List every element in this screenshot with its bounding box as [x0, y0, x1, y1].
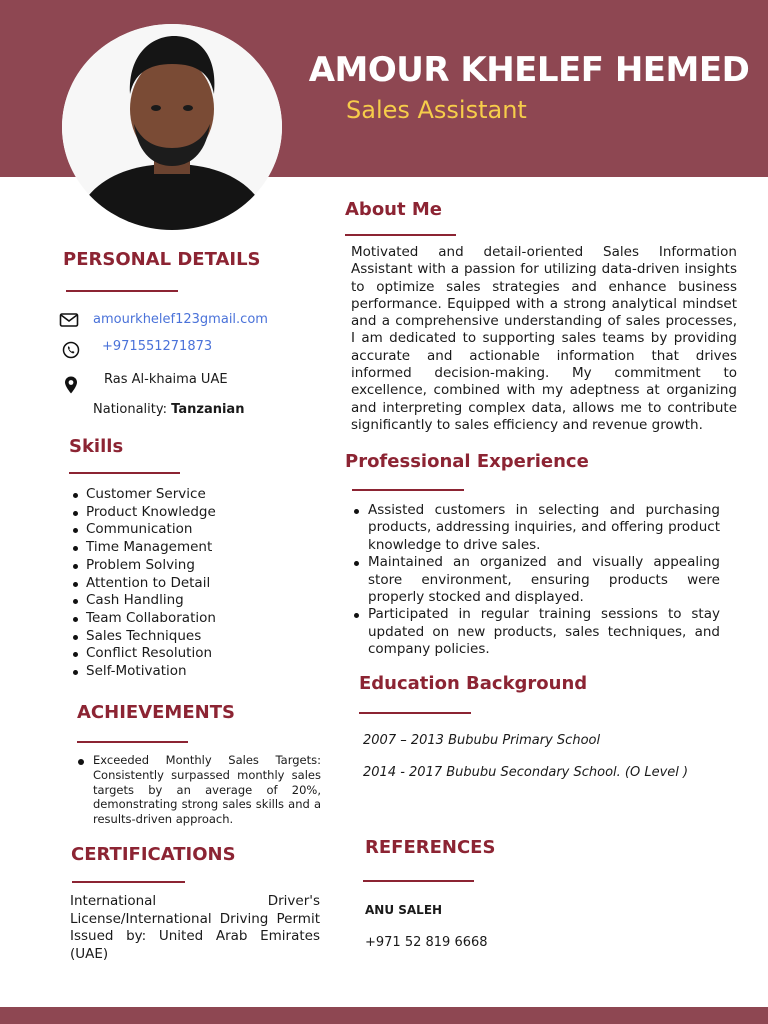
experience-rule	[352, 489, 464, 491]
education-item: 2014 - 2017 Bububu Secondary School. (O Level )	[363, 765, 689, 780]
references-rule	[363, 880, 474, 882]
nationality-line	[93, 402, 244, 417]
certifications-heading: CERTIFICATIONS	[71, 844, 236, 865]
list-item: Product Knowledge	[72, 504, 216, 522]
mail-icon	[59, 310, 79, 330]
achievement-bullet	[78, 759, 84, 765]
phone-icon	[61, 340, 81, 360]
education-heading: Education Background	[359, 673, 588, 694]
achievements-heading: ACHIEVEMENTS	[77, 702, 235, 723]
list-item: Attention to Detail	[72, 575, 216, 593]
candidate-name: AMOUR KHELEF HEMED	[308, 50, 750, 90]
list-item: Maintained an organized and visually appealing store environment, ensuring products were properly stocked and displayed.	[352, 554, 720, 606]
location-text: Ras Al-khaima UAE	[104, 372, 228, 387]
nationality-label: Nationality:	[93, 402, 168, 417]
reference-name: ANU SALEH	[365, 903, 443, 917]
education-item: 2007 – 2013 Bububu Primary School	[363, 733, 601, 748]
list-item: Assisted customers in selecting and purchasing products, addressing inquiries, and offering product knowledge to drive sales.	[352, 502, 720, 554]
references-heading: REFERENCES	[365, 837, 496, 858]
list-item: Communication	[72, 521, 216, 539]
list-item: Sales Techniques	[72, 628, 216, 646]
skills-list	[72, 486, 216, 681]
education-rule	[359, 712, 471, 714]
personal-details-rule	[66, 290, 178, 292]
list-item: Self-Motivation	[72, 663, 216, 681]
personal-details-heading: PERSONAL DETAILS	[63, 249, 261, 270]
experience-heading: Professional Experience	[345, 451, 589, 472]
list-item: Customer Service	[72, 486, 216, 504]
about-text: Motivated and detail-oriented Sales Information Assistant with a passion for utilizing data-driven insights to optimize sales strategies and enhance business performance. Equipped with a strong analytical mindset and a comprehensive understanding of sales processes, I am dedicated to supporting sales teams by providing accurate and actionable information that drives informed decision-making. My commitment to excellence, combined with my adeptness at organizing and interpreting complex data, allows me to contribute significantly to sales efficiency and revenue growth.	[351, 244, 737, 433]
list-item: Cash Handling	[72, 592, 216, 610]
phone-link[interactable]: +971551271873	[102, 339, 213, 354]
list-item: Participated in regular training sessions to stay updated on new products, sales techniques, and company policies.	[352, 606, 720, 658]
nationality-value: Tanzanian	[171, 402, 245, 417]
about-rule	[345, 234, 456, 236]
certification-text: International Driver's License/International Driving Permit Issued by: United Arab Emirates (UAE)	[70, 893, 320, 962]
list-item: Problem Solving	[72, 557, 216, 575]
list-item: Conflict Resolution	[72, 645, 216, 663]
achievements-rule	[77, 741, 188, 743]
candidate-role: Sales Assistant	[346, 96, 527, 124]
reference-phone: +971 52 819 6668	[365, 935, 488, 950]
certifications-rule	[72, 881, 185, 883]
about-heading: About Me	[345, 199, 442, 220]
location-pin-icon	[61, 375, 81, 395]
skills-heading: Skills	[69, 436, 124, 457]
footer-band	[0, 1007, 768, 1024]
list-item: Time Management	[72, 539, 216, 557]
skills-rule	[69, 472, 180, 474]
achievement-text: Exceeded Monthly Sales Targets: Consistently surpassed monthly sales targets by an average of 20%, demonstrating strong sales skills and a results-driven approach.	[93, 753, 321, 827]
experience-list	[352, 502, 720, 659]
profile-photo	[62, 24, 282, 230]
list-item: Team Collaboration	[72, 610, 216, 628]
email-link[interactable]: amourkhelef123gmail.com	[93, 312, 268, 327]
